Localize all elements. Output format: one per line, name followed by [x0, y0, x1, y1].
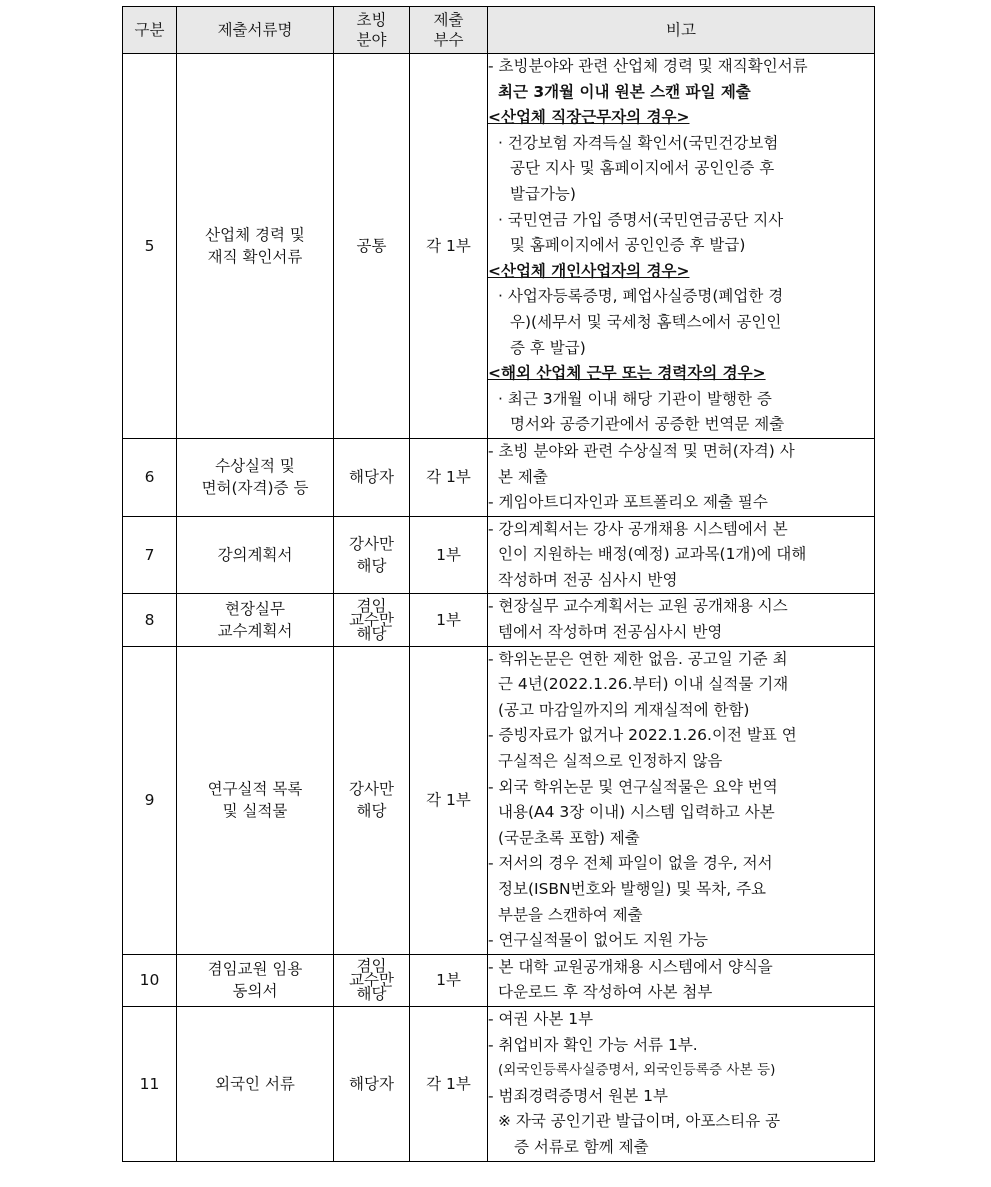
remark-line: - 여권 사본 1부	[488, 1009, 594, 1028]
remark-line: · 건강보험 자격득실 확인서(국민건강보험	[498, 133, 779, 152]
copies-count: 1부	[410, 594, 488, 646]
copies-count: 각 1부	[410, 54, 488, 439]
applicable-field: 강사만 해당	[334, 516, 410, 594]
remark-line: 발급가능)	[510, 184, 576, 203]
remark-line: 우)(세무서 및 국세청 홈텍스에서 공인인	[510, 312, 782, 331]
table-row	[123, 594, 875, 646]
row-number: 5	[123, 54, 177, 439]
document-name: 산업체 경력 및 재직 확인서류	[177, 54, 334, 439]
header-remarks: 비고	[488, 7, 875, 54]
remark-line: <산업체 개인사업자의 경우>	[488, 261, 690, 280]
document-name: 현장실무 교수계획서	[177, 594, 334, 646]
remark-line: 본 제출	[498, 467, 548, 486]
table-row	[123, 54, 875, 439]
remark-line: - 초빙 분야와 관련 수상실적 및 면허(자격) 사	[488, 441, 795, 460]
remark-line: 내용(A4 3장 이내) 시스템 입력하고 사본	[498, 803, 775, 822]
row-number: 9	[123, 646, 177, 954]
remark-line: · 사업자등록증명, 폐업사실증명(폐업한 경	[498, 287, 784, 306]
row-number: 10	[123, 954, 177, 1006]
remark-line: 증 후 발급)	[510, 338, 586, 357]
remark-line: 작성하며 전공 심사시 반영	[498, 570, 678, 589]
remark-line: - 강의계획서는 강사 공개채용 시스템에서 본	[488, 519, 788, 538]
table-row	[123, 954, 875, 1006]
remark-line: 부분을 스캔하여 제출	[498, 905, 643, 924]
remark-line: 인이 지원하는 배정(예정) 교과목(1개)에 대해	[498, 545, 807, 564]
remark-line: - 초빙분야와 관련 산업체 경력 및 재직확인서류	[488, 57, 808, 75]
remark-line: 최근 3개월 이내 원본 스캔 파일 제출	[498, 82, 751, 101]
remark-line: - 학위논문은 연한 제한 없음. 공고일 기준 최	[488, 649, 788, 668]
header-document-name: 제출서류명	[177, 7, 334, 54]
row-number: 11	[123, 1006, 177, 1161]
remark-line: (공고 마감일까지의 게재실적에 한함)	[498, 700, 750, 719]
header-no: 구분	[123, 7, 177, 54]
applicable-field: 공통	[334, 54, 410, 439]
table-row	[123, 646, 875, 954]
remark-line: 템에서 작성하며 전공심사시 반영	[498, 623, 723, 642]
table-header-row	[123, 7, 875, 54]
remark-line: - 외국 학위논문 및 연구실적물은 요약 번역	[488, 777, 778, 796]
remark-line: - 저서의 경우 전체 파일이 없을 경우, 저서	[488, 854, 773, 873]
table-row	[123, 516, 875, 594]
applicable-field: 해당자	[334, 438, 410, 516]
remark-line: - 취업비자 확인 가능 서류 1부.	[488, 1035, 698, 1054]
remark-line: (국문초록 포함) 제출	[498, 828, 640, 847]
copies-count: 각 1부	[410, 646, 488, 954]
remark-line: 구실적은 실적으로 인정하지 않음	[498, 752, 723, 771]
remark-line: (외국인등록사실증명서, 외국인등록증 사본 등)	[498, 1062, 776, 1079]
remarks-cell	[488, 438, 875, 516]
remark-line: - 범죄경력증명서 원본 1부	[488, 1086, 668, 1105]
remark-line: - 본 대학 교원공개채용 시스템에서 양식을	[488, 957, 773, 976]
remark-line: <산업체 직장근무자의 경우>	[488, 108, 690, 127]
remark-line: 정보(ISBN번호와 발행일) 및 목차, 주요	[498, 880, 767, 898]
remark-line: - 연구실적물이 없어도 지원 가능	[488, 931, 708, 950]
remark-line: - 증빙자료가 없거나 2022.1.26.이전 발표 연	[488, 726, 797, 745]
applicable-field: 해당자	[334, 1006, 410, 1161]
remarks-cell	[488, 646, 875, 954]
copies-count: 각 1부	[410, 438, 488, 516]
remark-line: · 최근 3개월 이내 해당 기관이 발행한 증	[498, 389, 772, 408]
document-name: 연구실적 목록 및 실적물	[177, 646, 334, 954]
row-number: 6	[123, 438, 177, 516]
remark-line: 근 4년(2022.1.26.부터) 이내 실적물 기재	[498, 675, 789, 694]
row-number: 7	[123, 516, 177, 594]
document-name: 수상실적 및 면허(자격)증 등	[177, 438, 334, 516]
remark-line: 공단 지사 및 홈페이지에서 공인인증 후	[510, 159, 775, 178]
remark-line: <해외 산업체 근무 또는 경력자의 경우>	[488, 364, 766, 383]
applicable-field: 겸임 교수만 해당	[334, 954, 410, 1006]
copies-count: 각 1부	[410, 1006, 488, 1161]
remark-line: 증 서류로 함께 제출	[514, 1137, 649, 1156]
row-number: 8	[123, 594, 177, 646]
copies-count: 1부	[410, 516, 488, 594]
applicable-field: 강사만 해당	[334, 646, 410, 954]
document-name: 강의계획서	[177, 516, 334, 594]
header-field: 초빙 분야	[334, 7, 410, 54]
remarks-cell	[488, 516, 875, 594]
remark-line: - 게임아트디자인과 포트폴리오 제출 필수	[488, 493, 768, 512]
document-name: 외국인 서류	[177, 1006, 334, 1161]
remark-line: ※ 자국 공인기관 발급이며, 아포스티유 공	[498, 1112, 781, 1131]
remarks-cell	[488, 1006, 875, 1161]
remark-line: 및 홈페이지에서 공인인증 후 발급)	[510, 236, 746, 255]
table-row	[123, 438, 875, 516]
document-list-table	[122, 6, 875, 1162]
table-row	[123, 1006, 875, 1161]
remark-line: 다운로드 후 작성하여 사본 첨부	[498, 983, 713, 1002]
copies-count: 1부	[410, 954, 488, 1006]
applicable-field: 겸임 교수만 해당	[334, 594, 410, 646]
remark-line: · 국민연금 가입 증명서(국민연금공단 지사	[498, 210, 784, 229]
remark-line: - 현장실무 교수계획서는 교원 공개채용 시스	[488, 597, 788, 616]
remarks-cell	[488, 954, 875, 1006]
header-copies: 제출 부수	[410, 7, 488, 54]
document-name: 겸임교원 임용 동의서	[177, 954, 334, 1006]
remarks-cell	[488, 594, 875, 646]
remark-line: 명서와 공증기관에서 공증한 번역문 제출	[510, 415, 785, 434]
remarks-cell	[488, 54, 875, 439]
